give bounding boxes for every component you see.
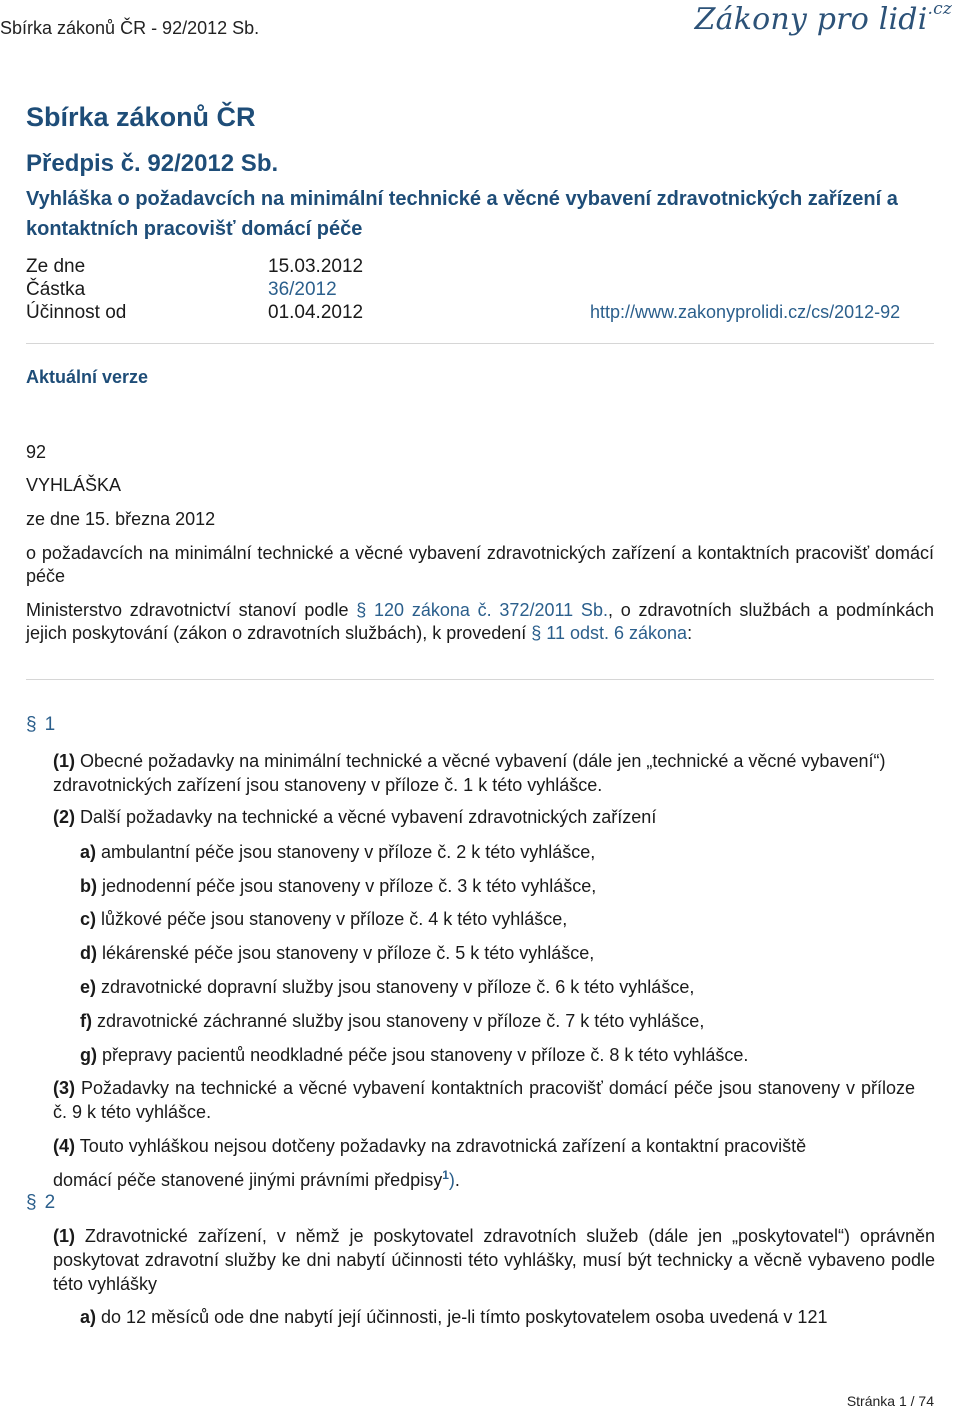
item-label: a) xyxy=(80,842,97,862)
item-label: b) xyxy=(80,876,97,896)
sub-label: (2) xyxy=(53,807,75,827)
sub-text: Zdravotnické zařízení, v němž je poskytovatel zdravotních služeb (dále jen „poskytovatel“) oprávněn poskytovat zdravotní služby ke dni nabytí účinnosti této vyhlášky, musí být technicky a věcně vybaveno podle této vyhlášky xyxy=(53,1226,935,1294)
item-label: g) xyxy=(80,1045,97,1065)
footnote-number: 1 xyxy=(442,1168,449,1182)
regulation-number: Předpis č. 92/2012 Sb. xyxy=(26,150,279,177)
list-item xyxy=(80,907,567,931)
sub-text: Další požadavky na technické a věcné vybavení zdravotnických zařízení xyxy=(80,807,657,827)
meta-label: Ze dne xyxy=(26,256,86,277)
item-text: zdravotnické záchranné služby jsou stanoveny v příloze č. 7 k této vyhlášce, xyxy=(97,1011,705,1031)
divider xyxy=(26,343,934,344)
collection-title: Sbírka zákonů ČR xyxy=(26,102,256,132)
paragraph-1-sub-4-cont xyxy=(53,1163,935,1192)
sub-label: (3) xyxy=(53,1078,75,1098)
list-item xyxy=(80,1043,748,1067)
footnote-link[interactable] xyxy=(442,1170,455,1190)
meta-value: 01.04.2012 xyxy=(268,302,364,323)
paragraph-1-sub-2 xyxy=(53,805,935,829)
footnote-close: ) xyxy=(448,1170,455,1190)
item-text: zdravotnické dopravní služby jsou stanoveny v příloze č. 6 k této vyhlášce, xyxy=(101,977,695,997)
list-item xyxy=(80,1305,827,1329)
meta-label: Účinnost od xyxy=(26,302,127,323)
section-link[interactable]: 11 odst. 6 zákona xyxy=(546,623,688,643)
document-url-link[interactable]: http://www.zakonyprolidi.cz/cs/2012-92 xyxy=(590,302,901,322)
item-text: ambulantní péče jsou stanoveny v příloze č. 2 k této vyhlášce, xyxy=(101,842,596,862)
meta-row-amount xyxy=(26,279,337,301)
preamble-text: Ministerstvo zdravotnictví stanoví podle xyxy=(26,600,357,620)
item-text: lékárenské péče jsou stanoveny v příloze č. 5 k této vyhlášce, xyxy=(102,943,595,963)
law-link[interactable]: 120 zákona č. 372/2011 Sb. xyxy=(374,600,608,620)
preamble-text: , o zdravotních službách a podmínkách jejich poskytování (zákon o zdravotních službách), k provedení xyxy=(26,600,935,643)
list-item xyxy=(80,941,594,965)
sub-text: Obecné požadavky na minimální technické a věcné vybavení (dále jen „technické a věcné vybavení“) zdravotnických zařízení jsou stanoveny v příloze č. 1 k této vyhlášce. xyxy=(53,751,886,795)
version-label: Aktuální verze xyxy=(26,367,149,387)
item-text: lůžkové péče jsou stanoveny v příloze č. 4 k této vyhlášce, xyxy=(101,909,568,929)
list-item xyxy=(80,874,596,898)
list-item xyxy=(80,975,694,999)
sub-text: domácí péče stanovené jinými právními předpisy xyxy=(53,1170,443,1190)
paragraph-1-sub-3 xyxy=(53,1076,915,1124)
page-number: Stránka 1 / 74 xyxy=(846,1393,934,1409)
document-header-title: Sbírka zákonů ČR - 92/2012 Sb. xyxy=(0,18,260,38)
regulation-number-text: 92 xyxy=(26,442,47,462)
sub-label: (1) xyxy=(53,1226,75,1246)
item-text: jednodenní péče jsou stanoveny v příloze č. 3 k této vyhlášce, xyxy=(102,876,597,896)
sub-text: Touto vyhláškou nejsou dotčeny požadavky na zdravotnická zařízení a kontaktní pracoviště xyxy=(79,1136,807,1156)
meta-row-effective xyxy=(26,302,363,324)
item-label: e) xyxy=(80,977,97,997)
document-header xyxy=(0,0,960,48)
preamble xyxy=(26,599,934,645)
paragraph-number: 1 xyxy=(44,714,56,735)
paragraph-2-sub-1 xyxy=(53,1224,935,1296)
paragraph-1-sub-4 xyxy=(53,1134,935,1158)
regulation-title: Vyhláška o požadavcích na minimální technické a věcné vybavení zdravotnických zařízení a kontaktních pracovišť domácí péče xyxy=(26,188,898,240)
subject-text: o požadavcích na minimální technické a věcné vybavení zdravotnických zařízení a kontaktních pracovišť domácí péče xyxy=(26,543,934,586)
site-logo[interactable] xyxy=(695,2,952,37)
meta-value: 15.03.2012 xyxy=(268,256,364,277)
section-icon: § xyxy=(26,714,37,735)
item-label: f) xyxy=(80,1011,92,1031)
item-label: c) xyxy=(80,909,97,929)
section-icon: § xyxy=(531,623,542,643)
logo-text: Zákony pro lidi xyxy=(694,2,928,37)
paragraph-2-heading[interactable] xyxy=(26,1192,56,1214)
item-label: d) xyxy=(80,943,97,963)
sentence-end: . xyxy=(454,1170,460,1190)
sub-label: (4) xyxy=(53,1136,75,1156)
paragraph-1-sub-1 xyxy=(53,749,935,797)
sub-text: Požadavky na technické a věcné vybavení kontaktních pracovišť domácí péče jsou stanoveny v příloze č. 9 k této vyhlášce. xyxy=(53,1078,915,1122)
item-text: do 12 měsíců ode dne nabytí její účinnosti, je-li tímto poskytovatelem osoba uvedená v 121 xyxy=(101,1307,828,1327)
section-icon: § xyxy=(26,1192,37,1213)
paragraph-1-heading[interactable] xyxy=(26,714,56,736)
item-text: přepravy pacientů neodkladné péče jsou stanoveny v příloze č. 8 k této vyhlášce. xyxy=(102,1045,749,1065)
item-label: a) xyxy=(80,1307,97,1327)
section-icon: § xyxy=(356,600,367,620)
meta-label: Částka xyxy=(26,279,86,300)
sub-label: (1) xyxy=(53,751,75,771)
date-line: ze dne 15. března 2012 xyxy=(26,509,216,529)
amount-link[interactable]: 36/2012 xyxy=(268,279,337,300)
meta-row-date xyxy=(26,256,363,278)
list-item xyxy=(80,1009,704,1033)
list-item xyxy=(80,840,595,864)
preamble-text: : xyxy=(687,623,693,643)
logo-suffix: .cz xyxy=(927,0,952,19)
divider xyxy=(26,679,934,680)
regulation-type: VYHLÁŠKA xyxy=(26,475,122,495)
paragraph-number: 2 xyxy=(44,1192,56,1213)
